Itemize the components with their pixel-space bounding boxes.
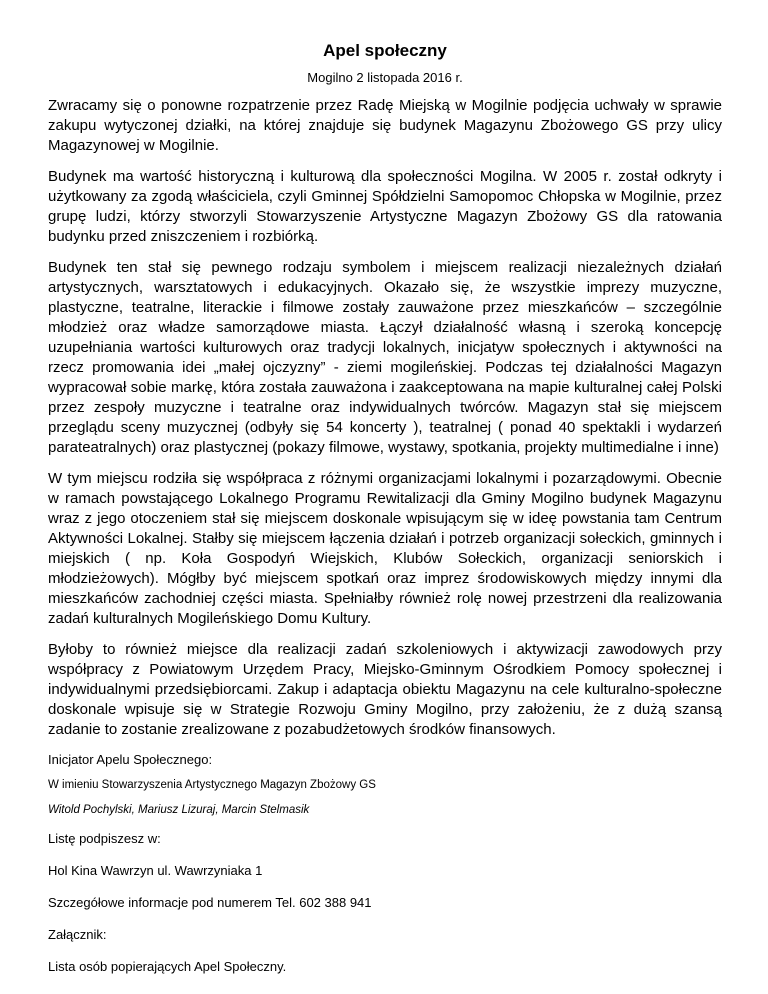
paragraph-3: Budynek ten stał się pewnego rodzaju symbolem i miejscem realizacji niezależnych działań artystycznych, warsztatowych i edukacyjnych. Okazało się, że wszystkie imprezy muzyczne, plastyczne, teatralne, literackie i filmowe zostały zauważone przez mieszkańców – szczególnie młodzież oraz władze samorządowe miasta. Łączył działalność własną i szeroką koncepcję uzupełniania wartości kulturowych oraz tradycji lokalnych, inicjatyw społecznych i aktywności na rzecz promowania idei „małej ojczyzny” - ziemi mogileńskiej. Podczas tej działalności Magazyn wypracował sobie markę, która została zauważona i zaakceptowana na mapie kulturalnej całej Polski przez zespoły muzyczne i teatralne oraz indywidualnych twórców. Magazyn stał się miejscem przeglądu sceny muzycznej (odbyły się 54 koncerty ), teatralnej ( ponad 40 spektakli i wydarzeń parateatralnych) oraz plastycznej (pokazy filmowe, wystawy, spotkania, projekty multimedialne i inne) xyxy=(48,259,722,456)
paragraph-4: W tym miejscu rodziła się współpraca z różnymi organizacjami lokalnymi i pozarządowymi. Obecnie w ramach powstającego Lokalnego Programu Rewitalizacji dla Gminy Mogilno budynek Magazynu wraz z jego otoczeniem stał się miejscem doskonale wpisującym się w ideę powstania tam Centrum Aktywności Lokalnej. Stałby się miejscem łączenia działań i potrzeb organizacji sołeckich, gminnych i miejskich ( np. Koła Gospodyń Wiejskich, Klubów Sołeckich, organizacji seniorskich i młodzieżowych). Mógłby być miejscem spotkań oraz imprez środowiskowych między innymi dla mieszkańców zachodniej części miasta. Spełniałby również rolę nowej przestrzeni dla realizowania zadań kulturalnych Mogileńskiego Domu Kultury. xyxy=(48,470,722,627)
sign-where-label: Listę podpiszesz w: xyxy=(48,831,161,846)
paragraph-2: Budynek ma wartość historyczną i kulturową dla społeczności Mogilna. W 2005 r. został odkryty i użytkowany za zgodą właściciela, czyli Gminnej Spółdzielni Samopomoc Chłopska w Mogilnie, przez grupę ludzi, którzy stworzyli Stowarzyszenie Artystyczne Magazyn Zbożowy GS dla ratowania budynku przed zniszczeniem i rozbiórką. xyxy=(48,168,722,245)
details-phone: Szczegółowe informacje pod numerem Tel. 602 388 941 xyxy=(48,895,372,910)
date-line: Mogilno 2 listopada 2016 r. xyxy=(307,70,463,85)
paragraph-5: Byłoby to również miejsce dla realizacji zadań szkoleniowych i aktywizacji zawodowych przy współpracy z Powiatowym Urzędem Pracy, Miejsko-Gminnym Ośrodkiem Pomocy społecznej i indywidualnymi przedsiębiorcami. Zakup i adaptacja obiektu Magazynu na cele kulturalno-społeczne doskonale wpisuje się w Strategie Rozwoju Gminy Mogilno, przy założeniu, że z dużą szansą zadanie to zostanie zrealizowane z pozabudżetowych środków finansowych. xyxy=(48,641,722,738)
signatories: Witold Pochylski, Mariusz Lizuraj, Marcin Stelmasik xyxy=(48,804,310,816)
attachment-item: Lista osób popierających Apel Społeczny. xyxy=(48,959,287,974)
initiator-label: Inicjator Apelu Społecznego: xyxy=(48,752,213,767)
document-title: Apel społeczny xyxy=(323,41,447,60)
sign-where-place: Hol Kina Wawrzyn ul. Wawrzyniaka 1 xyxy=(48,863,263,878)
paragraph-1: Zwracamy się o ponowne rozpatrzenie przez Radę Miejską w Mogilnie podjęcia uchwały w sprawie zakupu wytyczonej działki, na której znajduje się budynek Magazynu Zbożowego GS przy ulicy Magazynowej w Mogilnie. xyxy=(48,97,722,154)
document-page xyxy=(48,40,722,990)
initiator-organization: W imieniu Stowarzyszenia Artystycznego Magazyn Zbożowy GS xyxy=(48,779,376,791)
attachment-label: Załącznik: xyxy=(48,927,107,942)
